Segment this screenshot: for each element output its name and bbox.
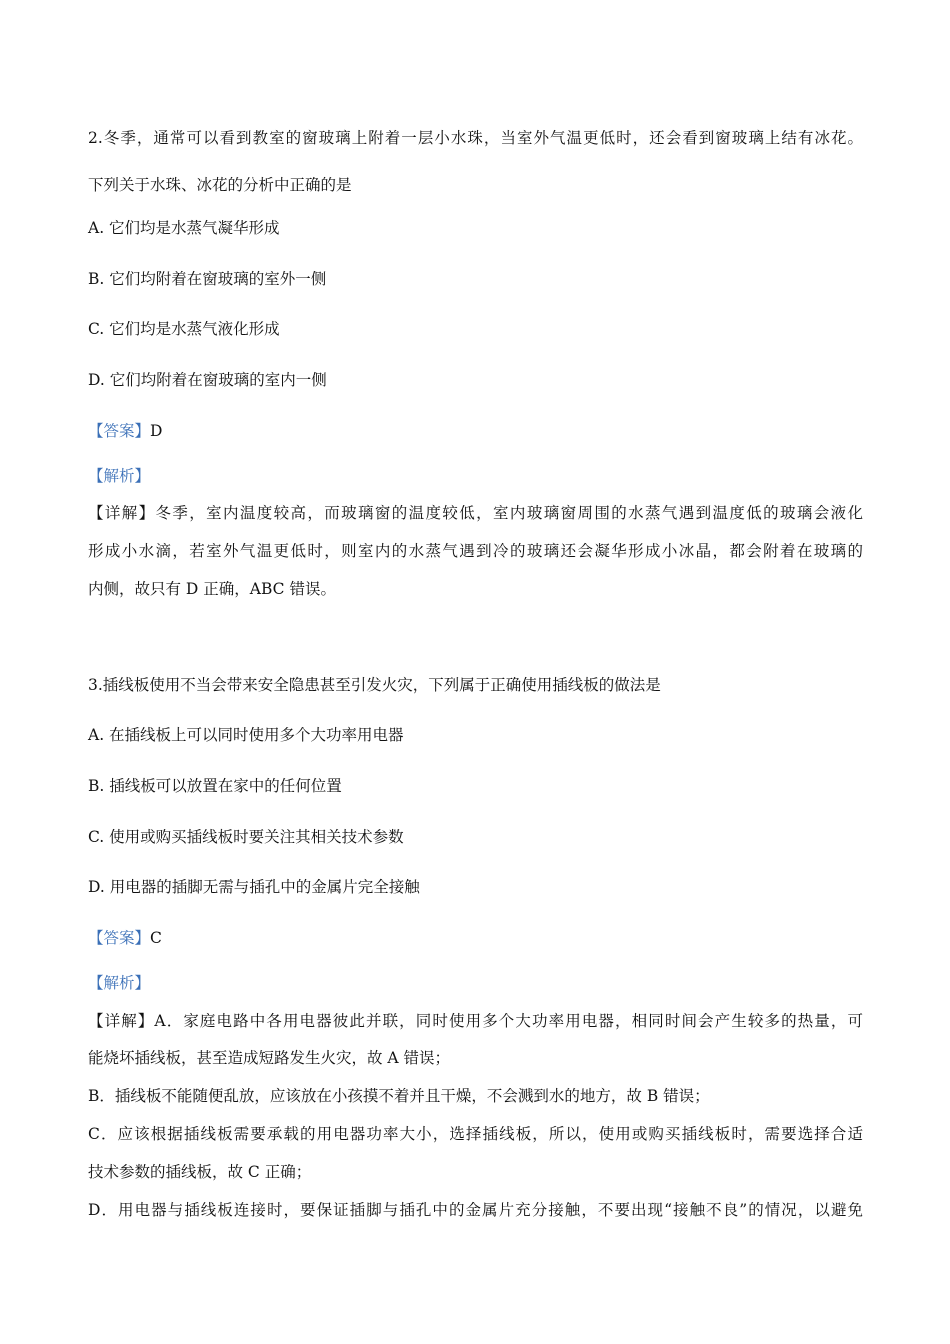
q2-detail-tag: 【详解】 [88,504,156,522]
q3-answer-value: C [150,929,162,947]
q3-option-c: C. 使用或购买插线板时要关注其相关技术参数 [88,828,404,846]
q3-detail-line2: 能烧坏插线板，甚至造成短路发生火灾，故 A 错误； [88,1049,451,1067]
q3-option-a: A. 在插线板上可以同时使用多个大功率用电器 [88,726,404,744]
q2-answer-value: D [150,422,163,440]
q2-detail-line2: 形成小水滴，若室外气温更低时，则室内的水蒸气遇到冷的玻璃还会凝华形成小冰晶，都会附着在玻璃的 [88,542,863,560]
q3-detail-line6: D．用电器与插线板连接时，要保证插脚与插孔中的金属片充分接触，不要出现“接触不良”的情况，以避免 [88,1201,863,1219]
q2-option-a: A. 它们均是水蒸气凝华形成 [88,219,280,237]
q2-option-d: D. 它们均附着在窗玻璃的室内一侧 [88,371,327,389]
q2-detail-line3: 内侧，故只有 D 正确，ABC 错误。 [88,580,336,598]
q2-option-b: B. 它们均附着在窗玻璃的室外一侧 [88,270,327,288]
q3-detail-text1: A．家庭电路中各用电器彼此并联，同时使用多个大功率用电器，相同时间会产生较多的热量，可 [154,1012,863,1030]
q3-option-b: B. 插线板可以放置在家中的任何位置 [88,777,342,795]
q2-detail-line1 [88,502,863,524]
q3-detail-line1 [88,1010,863,1032]
q3-answer [88,927,162,949]
q3-option-d: D. 用电器的插脚无需与插孔中的金属片完全接触 [88,878,420,896]
q3-detail-line3: B．插线板不能随便乱放，应该放在小孩摸不着并且干燥，不会溅到水的地方，故 B 错误； [88,1087,710,1105]
q2-stem-line1: 2.冬季，通常可以看到教室的窗玻璃上附着一层小水珠，当室外气温更低时，还会看到窗玻璃上结有冰花。 [88,129,863,147]
q2-answer-tag: 【答案】 [88,422,151,440]
q3-answer-tag: 【答案】 [88,929,151,947]
q2-option-c: C. 它们均是水蒸气液化形成 [88,320,280,338]
q2-answer [88,420,162,442]
q2-detail-text1: 冬季，室内温度较高，而玻璃窗的温度较低，室内玻璃窗周围的水蒸气遇到温度低的玻璃会液化 [155,504,863,522]
q3-stem: 3.插线板使用不当会带来安全隐患甚至引发火灾，下列属于正确使用插线板的做法是 [88,676,661,694]
q2-analysis-tag: 【解析】 [88,467,151,485]
q3-detail-tag: 【详解】 [88,1012,155,1030]
q3-detail-line5: 技术参数的插线板，故 C 正确； [88,1163,312,1181]
q2-stem-line2: 下列关于水珠、冰花的分析中正确的是 [88,176,352,194]
q3-detail-line4: C．应该根据插线板需要承载的用电器功率大小，选择插线板，所以，使用或购买插线板时，需要选择合适 [88,1125,863,1143]
q3-analysis-tag: 【解析】 [88,974,151,992]
